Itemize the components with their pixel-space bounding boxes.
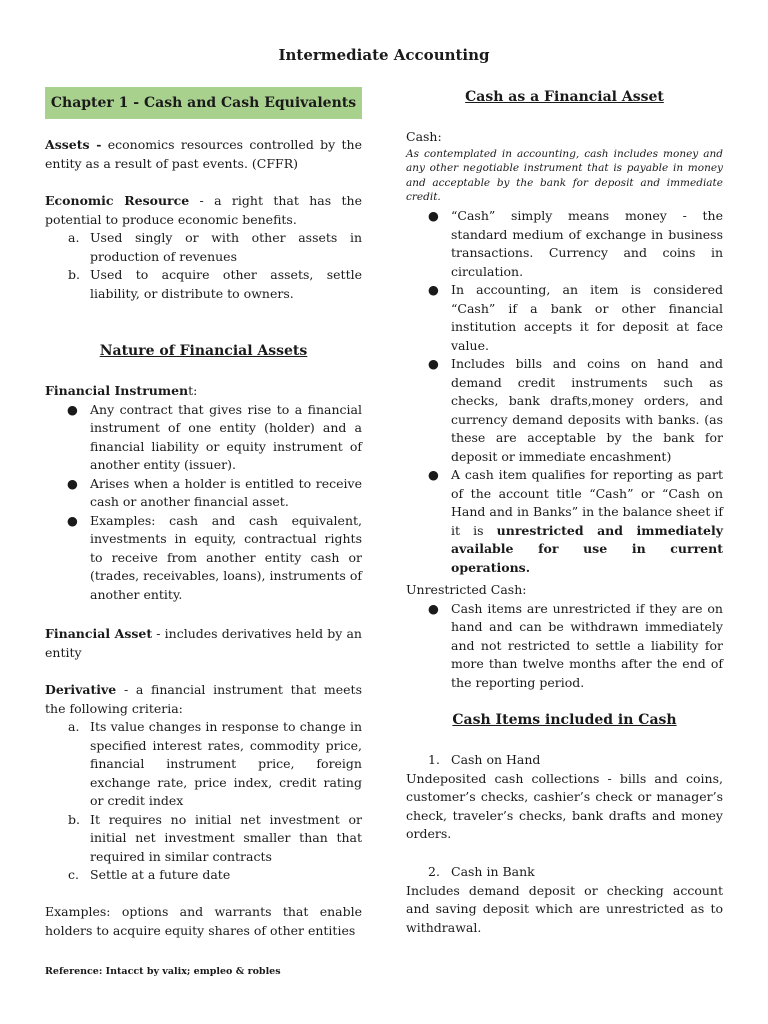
list-marker: a. [68,719,80,734]
cash-in-bank-section [406,863,723,937]
deriv-def: - a financial instrument that meets the following criteria: [45,682,362,716]
assets-definition [45,136,362,173]
chapter-title: Chapter 1 - Cash and Cash Equivalents [50,94,357,111]
list-text: Cash in Bank [451,864,535,879]
financial-asset-definition [45,625,362,662]
cash-item4-bold: unrestricted and immediately available for use in current operations. [451,522,723,575]
examples-paragraph: Examples: options and warrants that enable holders to acquire equity shares of other entities [45,904,362,938]
deriv-term: Derivative [45,682,117,697]
deriv-list [45,718,362,885]
list-item [406,466,723,577]
list-item [45,401,362,475]
list-text: Includes bills and coins on hand and demand credit instruments such as checks, bank drafts,money orders, and currency demand deposits with banks. (as these are acceptable by the bank for deposit or immediate encashment) [451,356,723,464]
list-text [451,466,723,577]
cash-note: As contemplated in accounting, cash includes money and any other negotiable instrument that is payable in money and acceptable by the bank for deposit and immediate credit. [406,147,723,203]
list-text: Settle at a future date [90,867,231,882]
list-item [45,512,362,605]
list-marker: 2. [428,864,440,879]
assets-term: Assets - [45,137,102,152]
economic-resource-definition [45,192,362,303]
nature-heading: Nature of Financial Assets [99,343,308,359]
list-item [406,355,723,466]
econ-list [45,229,362,303]
derivative-definition [45,681,362,885]
list-text: Examples: cash and cash equivalent, investments in equity, contractual rights to receive from another entity cash or (trades, receivables, loans), instruments of another entity. [90,512,362,602]
list-marker: a. [68,230,80,245]
list-text: It requires no initial net investment or initial net investment smaller than that required in similar contracts [90,811,362,864]
list-item [45,866,362,885]
cash-items-heading: Cash Items included in Cash [452,712,677,728]
cash-definition [406,128,723,205]
list-item [45,475,362,512]
econ-def: - a right that has the potential to produce economic benefits. [45,193,362,227]
list-text: Used singly or with other assets in production of revenues [90,230,362,264]
list-item [406,863,723,882]
bullet-icon: ● [428,467,439,482]
list-item [45,811,362,867]
list-item [45,266,362,303]
econ-term: Economic Resource [45,193,190,208]
cash-bullets [406,207,723,577]
list-marker: b. [68,811,80,827]
examples-text [45,903,362,940]
list-marker: c. [68,867,79,882]
fa-term: Financial Asset [45,626,153,641]
list-text: Any contract that gives rise to a financial instrument of one entity (holder) and a financial liability or equity instrument of another entity (issuer). [90,401,362,472]
list-marker: b. [68,267,80,282]
cash-in-bank-text: Includes demand deposit or checking account and saving deposit which are unrestricted as to withdrawal. [406,882,723,935]
list-text: Used to acquire other assets, settle liability, or distribute to owners. [90,267,362,301]
list-text: “Cash” simply means money - the standard medium of exchange in business transactions. Currency and coins in circulation. [451,208,723,279]
page-title: Intermediate Accounting [278,46,490,64]
fi-term: Financial Instrumen [45,383,189,398]
bullet-icon: ● [428,356,439,371]
financial-instrument-section [45,382,362,604]
cash-label: Cash: [406,129,442,144]
list-item [406,207,723,281]
list-text: Cash items are unrestricted if they are on hand and can be withdrawn immediately and not restricted to settle a liability for more than twelve months after the end of the reporting period. [451,600,723,690]
list-marker: 1. [428,752,440,767]
assets-def: economics resources controlled by the entity as a result of past events. (CFFR) [45,137,362,171]
list-text: Its value changes in response to change in specified interest rates, commodity price, financial instrument price, foreign exchange rate, price index, credit rating or credit index [90,719,362,808]
list-text: Cash on Hand [451,752,541,767]
unrestricted-label: Unrestricted Cash: [406,582,527,597]
bullet-icon: ● [67,401,78,417]
bullet-icon: ● [428,282,439,297]
list-item [45,718,362,811]
list-text: Arises when a holder is entitled to receive cash or another financial asset. [90,475,362,509]
cash-financial-asset-heading: Cash as a Financial Asset [465,89,664,105]
fi-list [45,401,362,605]
bullet-icon: ● [67,512,78,528]
fi-suffix: t: [188,383,198,398]
bullet-icon: ● [428,600,439,616]
list-item [406,281,723,355]
cash-on-hand-section [406,751,723,844]
list-text: In accounting, an item is considered “Cash” if a bank or other financial institution accepts it for deposit at face value. [451,282,723,353]
fa-def: - includes derivatives held by an entity [45,626,362,660]
chapter-title-box [45,87,362,119]
bullet-icon: ● [428,208,439,223]
bullet-icon: ● [67,475,78,491]
cash-item4-text: A cash item qualifies for reporting as part of the account title “Cash” or “Cash on Hand and in Banks” in the balance sheet if it is [451,467,723,538]
unrestricted-cash-section [406,581,723,692]
list-item [45,229,362,266]
list-item [406,600,723,693]
reference-note: Reference: Intacct by valix; empleo & robles [45,966,281,977]
list-item [406,751,723,770]
cash-on-hand-text: Undeposited cash collections - bills and coins, customer’s checks, cashier’s check or manager’s check, traveler’s checks, bank drafts and money orders. [406,770,723,841]
